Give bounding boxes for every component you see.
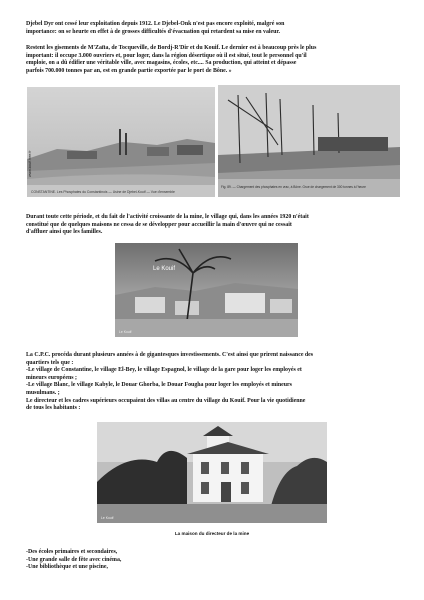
text-line: quartiers tels que : [26, 359, 74, 366]
text-line: Djebel Dyr ont cessé leur exploitation depuis 1912. Le Djebel-Onk n'est pas encore exploité, malgré son [26, 21, 285, 27]
paragraph-5 [26, 549, 402, 572]
text-line: importance: on se heurte en effet à de grosses difficultés d'évacuation qui retardent sa mise en valeur. [26, 28, 280, 35]
photo-stamp: Le Kouif [101, 516, 114, 520]
text-line: constitué que de quelques maisons ne cessa de se développer pour accueillir la main d'œuvre qui ne cessait [26, 221, 292, 228]
text-line: -Une bibliothèque et une piscine, [26, 564, 108, 571]
photo-stamp: Le Kouif [119, 330, 132, 334]
text-line: de tous les habitants : [26, 405, 81, 412]
text-line: musulmans. ; [26, 389, 60, 396]
text-line: emploie, on a dû édifier une véritable ville, avec magasins, écoles, etc.... Sa production, qui atteint et dépasse [26, 60, 297, 67]
photo-director-house [97, 422, 327, 523]
text-line: Durant toute cette période, et du fait de l'activité croissante de la mine, le village qui, dans les années 1920 n'était [26, 214, 309, 220]
photo-caption: CONSTANTINE. Les Phosphates du Constantinois — Usine de Djebel-Kouif — Vue d'ensemble [31, 190, 175, 194]
text-line: Restent les gisements de M'Zaïta, de Tocqueville, de Bordj-R'Dir et du Kouif. Le dernier est à beaucoup près le plus [26, 45, 317, 51]
text-line: d'affluer ainsi que les familles. [26, 229, 103, 236]
paragraph-1 [26, 21, 402, 36]
photo-factory-panorama [27, 87, 215, 197]
text-line: parfois 700.000 tonnes par an, est en grande partie exportée par le port de Bône. » [26, 67, 232, 74]
paragraph-2 [26, 45, 402, 75]
photo-port-loading [218, 85, 400, 197]
paragraph-3 [26, 214, 402, 237]
photo-label: Le Kouif [153, 266, 176, 272]
figure-caption: La maison du directeur de la mine [174, 531, 250, 536]
text-line: -Des écoles primaires et secondaires, [26, 549, 118, 555]
text-line: important: il occupe 3.000 ouvriers et, pour loger, dans la région désertique où il est situé, tout le personnel qu'il [26, 52, 307, 59]
text-line: Le directeur et les cadres supérieurs occupaient des villas au centre du village du Kouif. Pour la vie quotidienne [26, 397, 306, 404]
text-line: -Une grande salle de fête avec cinéma, [26, 556, 122, 563]
text-line: -Le village Blanc, le village Kabyle, le Douar Ghorba, le Douar Fougha pour loger les employés et mineurs [26, 382, 292, 389]
text-line: mineurs européens ; [26, 374, 77, 381]
paragraph-4 [26, 352, 402, 413]
text-line: La C.P.C. procéda durant plusieurs années à de gigantesques investissements. C'est ainsi que prirent naissance des [26, 352, 314, 358]
photo-le-kouif-village [115, 243, 298, 337]
watermark: www.kouif.free.fr [28, 150, 32, 177]
photo-caption: Fig. 89. — Chargement des phosphates en vrac, à Bône. Grue de chargement de 300 tonnes à l'heure [221, 185, 366, 189]
text-line: -Le village de Constantine, le village El-Bey, le village Espagnol, le village de la gare pour loger les employés et [26, 367, 302, 374]
